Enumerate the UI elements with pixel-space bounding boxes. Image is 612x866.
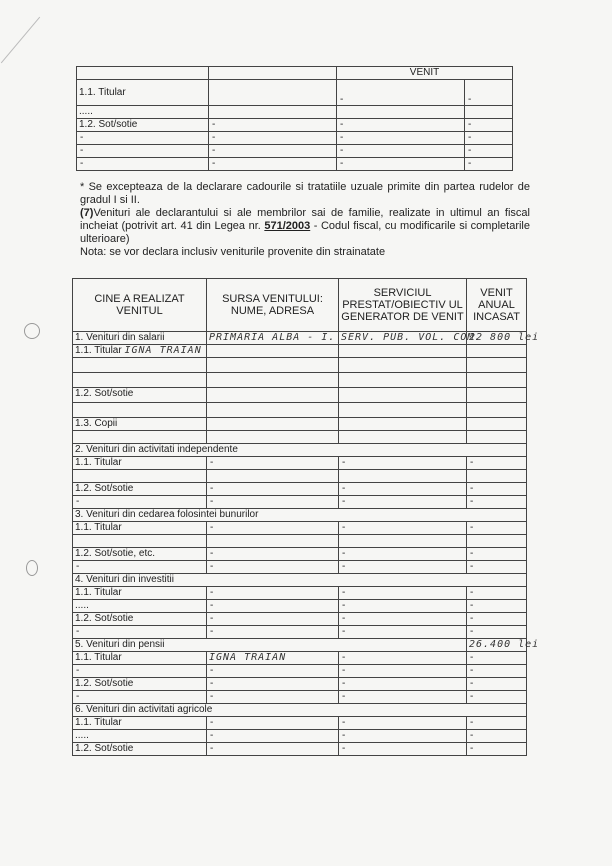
dash-cell: - — [339, 665, 467, 678]
dash-cell: - — [207, 600, 339, 613]
s5-titular-label: 1.1. Titular — [73, 652, 207, 665]
gifts-footnote: * Se excepteaza de la declarare cadourile si tratatiile uzuale primite din partea rudelor de gradul I si II. — [80, 181, 530, 206]
dash-cell: - — [339, 587, 467, 600]
punch-hole-2 — [26, 560, 38, 576]
dots-cell: ..... — [73, 600, 207, 613]
dash-cell: - — [337, 132, 465, 145]
empty-cell — [339, 373, 467, 388]
dash-cell: - — [207, 613, 339, 626]
section-5-title: 5. Venituri din pensii — [73, 639, 467, 652]
s1-titular-label — [73, 345, 207, 358]
empty-cell — [465, 106, 513, 119]
dash-cell: - — [77, 132, 209, 145]
empty-cell — [207, 418, 339, 431]
venit-header: VENIT — [337, 67, 513, 80]
section-6-title: 6. Venituri din activitati agricole — [73, 704, 527, 717]
s1-copii-label: 1.3. Copii — [73, 418, 207, 431]
dash-cell: - — [467, 743, 527, 756]
dash-cell: - — [207, 457, 339, 470]
empty-cell — [467, 403, 527, 418]
dash-cell: - — [339, 743, 467, 756]
dash-cell: - — [207, 717, 339, 730]
punch-hole-1 — [24, 323, 40, 339]
dash-cell: - — [207, 587, 339, 600]
titular-label: 1.1. Titular — [77, 80, 209, 106]
dash-cell: - — [339, 717, 467, 730]
dash-cell: - — [465, 80, 513, 106]
dash-cell: - — [339, 626, 467, 639]
empty-cell — [467, 535, 527, 548]
empty-cell — [73, 470, 207, 483]
section-3-title: 3. Venituri din cedarea folosintei bunurilor — [73, 509, 527, 522]
dash-cell: - — [467, 600, 527, 613]
dash-cell: - — [465, 158, 513, 171]
header-income: VENIT ANUAL INCASAT — [467, 279, 527, 332]
dash-cell: - — [337, 119, 465, 132]
dash-cell: - — [209, 119, 337, 132]
dash-cell: - — [73, 496, 207, 509]
empty-cell — [73, 403, 207, 418]
dash-cell: - — [209, 145, 337, 158]
empty-cell — [467, 345, 527, 358]
empty-cell — [339, 403, 467, 418]
empty-cell — [73, 358, 207, 373]
dash-cell: - — [339, 496, 467, 509]
s1-sot-label: 1.2. Sot/sotie — [73, 388, 207, 403]
dash-cell: - — [207, 548, 339, 561]
dash-cell: - — [339, 691, 467, 704]
dash-cell: - — [467, 561, 527, 574]
empty-cell — [339, 358, 467, 373]
empty-cell — [207, 470, 339, 483]
dash-cell: - — [209, 158, 337, 171]
dash-cell: - — [339, 483, 467, 496]
dash-cell: - — [73, 561, 207, 574]
dash-cell: - — [467, 691, 527, 704]
dash-cell: - — [207, 561, 339, 574]
section-7-intro — [80, 207, 530, 246]
dash-cell: - — [339, 561, 467, 574]
dash-cell: - — [207, 730, 339, 743]
empty-cell — [467, 470, 527, 483]
dash-cell: - — [77, 158, 209, 171]
dash-cell: - — [465, 145, 513, 158]
titular-text: 1.1. Titular — [75, 345, 122, 356]
empty-cell — [77, 67, 209, 80]
pension-titular-name-handwritten: IGNA TRAIAN — [207, 652, 339, 665]
dash-cell: - — [339, 548, 467, 561]
salary-source-handwritten: PRIMARIA ALBA - I. — [207, 332, 339, 345]
empty-cell — [467, 388, 527, 403]
section-7-number: (7) — [80, 207, 94, 219]
dash-cell: - — [207, 743, 339, 756]
dash-cell: - — [73, 626, 207, 639]
s6-sot-label: 1.2. Sot/sotie — [73, 743, 207, 756]
header-who: CINE A REALIZAT VENITUL — [73, 279, 207, 332]
dash-cell: - — [207, 483, 339, 496]
dash-cell: - — [209, 132, 337, 145]
dash-cell: - — [207, 626, 339, 639]
dash-cell: - — [467, 522, 527, 535]
empty-cell — [207, 358, 339, 373]
dash-cell: - — [467, 652, 527, 665]
dash-cell: - — [339, 730, 467, 743]
s2-sot-label: 1.2. Sot/sotie — [73, 483, 207, 496]
empty-cell — [339, 418, 467, 431]
header-source: SURSA VENITULUI: NUME, ADRESA — [207, 279, 339, 332]
empty-cell — [207, 535, 339, 548]
section-1-title: 1. Venituri din salarii — [73, 332, 207, 345]
dash-cell: - — [467, 548, 527, 561]
s6-titular-label: 1.1. Titular — [73, 717, 207, 730]
header-service: SERVICIUL PRESTAT/OBIECTIV UL GENERATOR DE VENIT — [339, 279, 467, 332]
notes-block — [80, 181, 530, 259]
empty-cell — [339, 431, 467, 444]
s4-titular-label: 1.1. Titular — [73, 587, 207, 600]
dots-cell: ..... — [73, 730, 207, 743]
empty-cell — [339, 345, 467, 358]
empty-cell — [467, 373, 527, 388]
dash-cell: - — [339, 522, 467, 535]
empty-cell — [207, 431, 339, 444]
empty-cell — [207, 345, 339, 358]
dash-cell: - — [467, 665, 527, 678]
s5-sot-label: 1.2. Sot/sotie — [73, 678, 207, 691]
dash-cell: - — [337, 145, 465, 158]
dots-cell: ..... — [77, 106, 209, 119]
sot-label: 1.2. Sot/sotie — [77, 119, 209, 132]
empty-cell — [467, 358, 527, 373]
scan-artifact-line — [1, 17, 40, 64]
empty-cell — [339, 535, 467, 548]
dash-cell: - — [467, 496, 527, 509]
dash-cell: - — [467, 587, 527, 600]
salary-amount-handwritten: 22 800 lei — [467, 332, 527, 345]
dash-cell: - — [207, 691, 339, 704]
section-7-text-b: - Codul fiscal, cu modificarile si completarile ulterioare) — [80, 220, 530, 245]
empty-cell — [467, 418, 527, 431]
dash-cell: - — [467, 613, 527, 626]
section-4-title: 4. Venituri din investitii — [73, 574, 527, 587]
empty-cell — [339, 388, 467, 403]
titular-name-handwritten: IGNA TRAIAN — [124, 345, 202, 356]
dash-cell: - — [207, 522, 339, 535]
dash-cell: - — [337, 158, 465, 171]
foreign-income-note: Nota: se vor declara inclusiv veniturile provenite din strainatate — [80, 246, 386, 258]
dash-cell: - — [207, 496, 339, 509]
dash-cell: - — [467, 717, 527, 730]
s3-titular-label: 1.1. Titular — [73, 522, 207, 535]
income-table — [72, 278, 540, 756]
empty-cell — [209, 67, 337, 80]
empty-cell — [73, 535, 207, 548]
s2-titular-label: 1.1. Titular — [73, 457, 207, 470]
empty-cell — [73, 373, 207, 388]
dash-cell: - — [467, 626, 527, 639]
section-7-text-a: Venituri ale declarantului si ale membrilor sai de familie, realizate in ultimul an fiscal incheiat (potrivit art. 41 din Legea nr. — [80, 207, 530, 232]
dash-cell: - — [339, 600, 467, 613]
dash-cell: - — [73, 691, 207, 704]
section-2-title: 2. Venituri din activitati independente — [73, 444, 527, 457]
dash-cell: - — [467, 678, 527, 691]
dash-cell: - — [207, 678, 339, 691]
empty-cell — [467, 431, 527, 444]
dash-cell: - — [467, 483, 527, 496]
empty-cell — [207, 403, 339, 418]
pension-amount-handwritten: 26.400 lei — [467, 639, 527, 652]
dash-cell: - — [339, 652, 467, 665]
dash-cell: - — [339, 678, 467, 691]
dash-cell: - — [465, 132, 513, 145]
dash-cell: - — [339, 613, 467, 626]
empty-cell — [207, 388, 339, 403]
empty-cell — [339, 470, 467, 483]
s4-sot-label: 1.2. Sot/sotie — [73, 613, 207, 626]
empty-cell — [207, 373, 339, 388]
dash-cell: - — [467, 457, 527, 470]
dash-cell: - — [73, 665, 207, 678]
s3-sot-label: 1.2. Sot/sotie, etc. — [73, 548, 207, 561]
salary-service-handwritten: SERV. PUB. VOL. COM. — [339, 332, 467, 345]
dash-cell: - — [339, 457, 467, 470]
dash-cell: - — [467, 730, 527, 743]
gifts-table — [76, 66, 513, 171]
dash-cell: - — [337, 80, 465, 106]
empty-cell — [209, 106, 337, 119]
empty-cell — [73, 431, 207, 444]
dash-cell: - — [77, 145, 209, 158]
dash-cell: - — [207, 665, 339, 678]
dash-cell: - — [465, 119, 513, 132]
empty-cell — [337, 106, 465, 119]
empty-cell — [209, 80, 337, 106]
law-number: 571/2003 — [264, 220, 311, 232]
